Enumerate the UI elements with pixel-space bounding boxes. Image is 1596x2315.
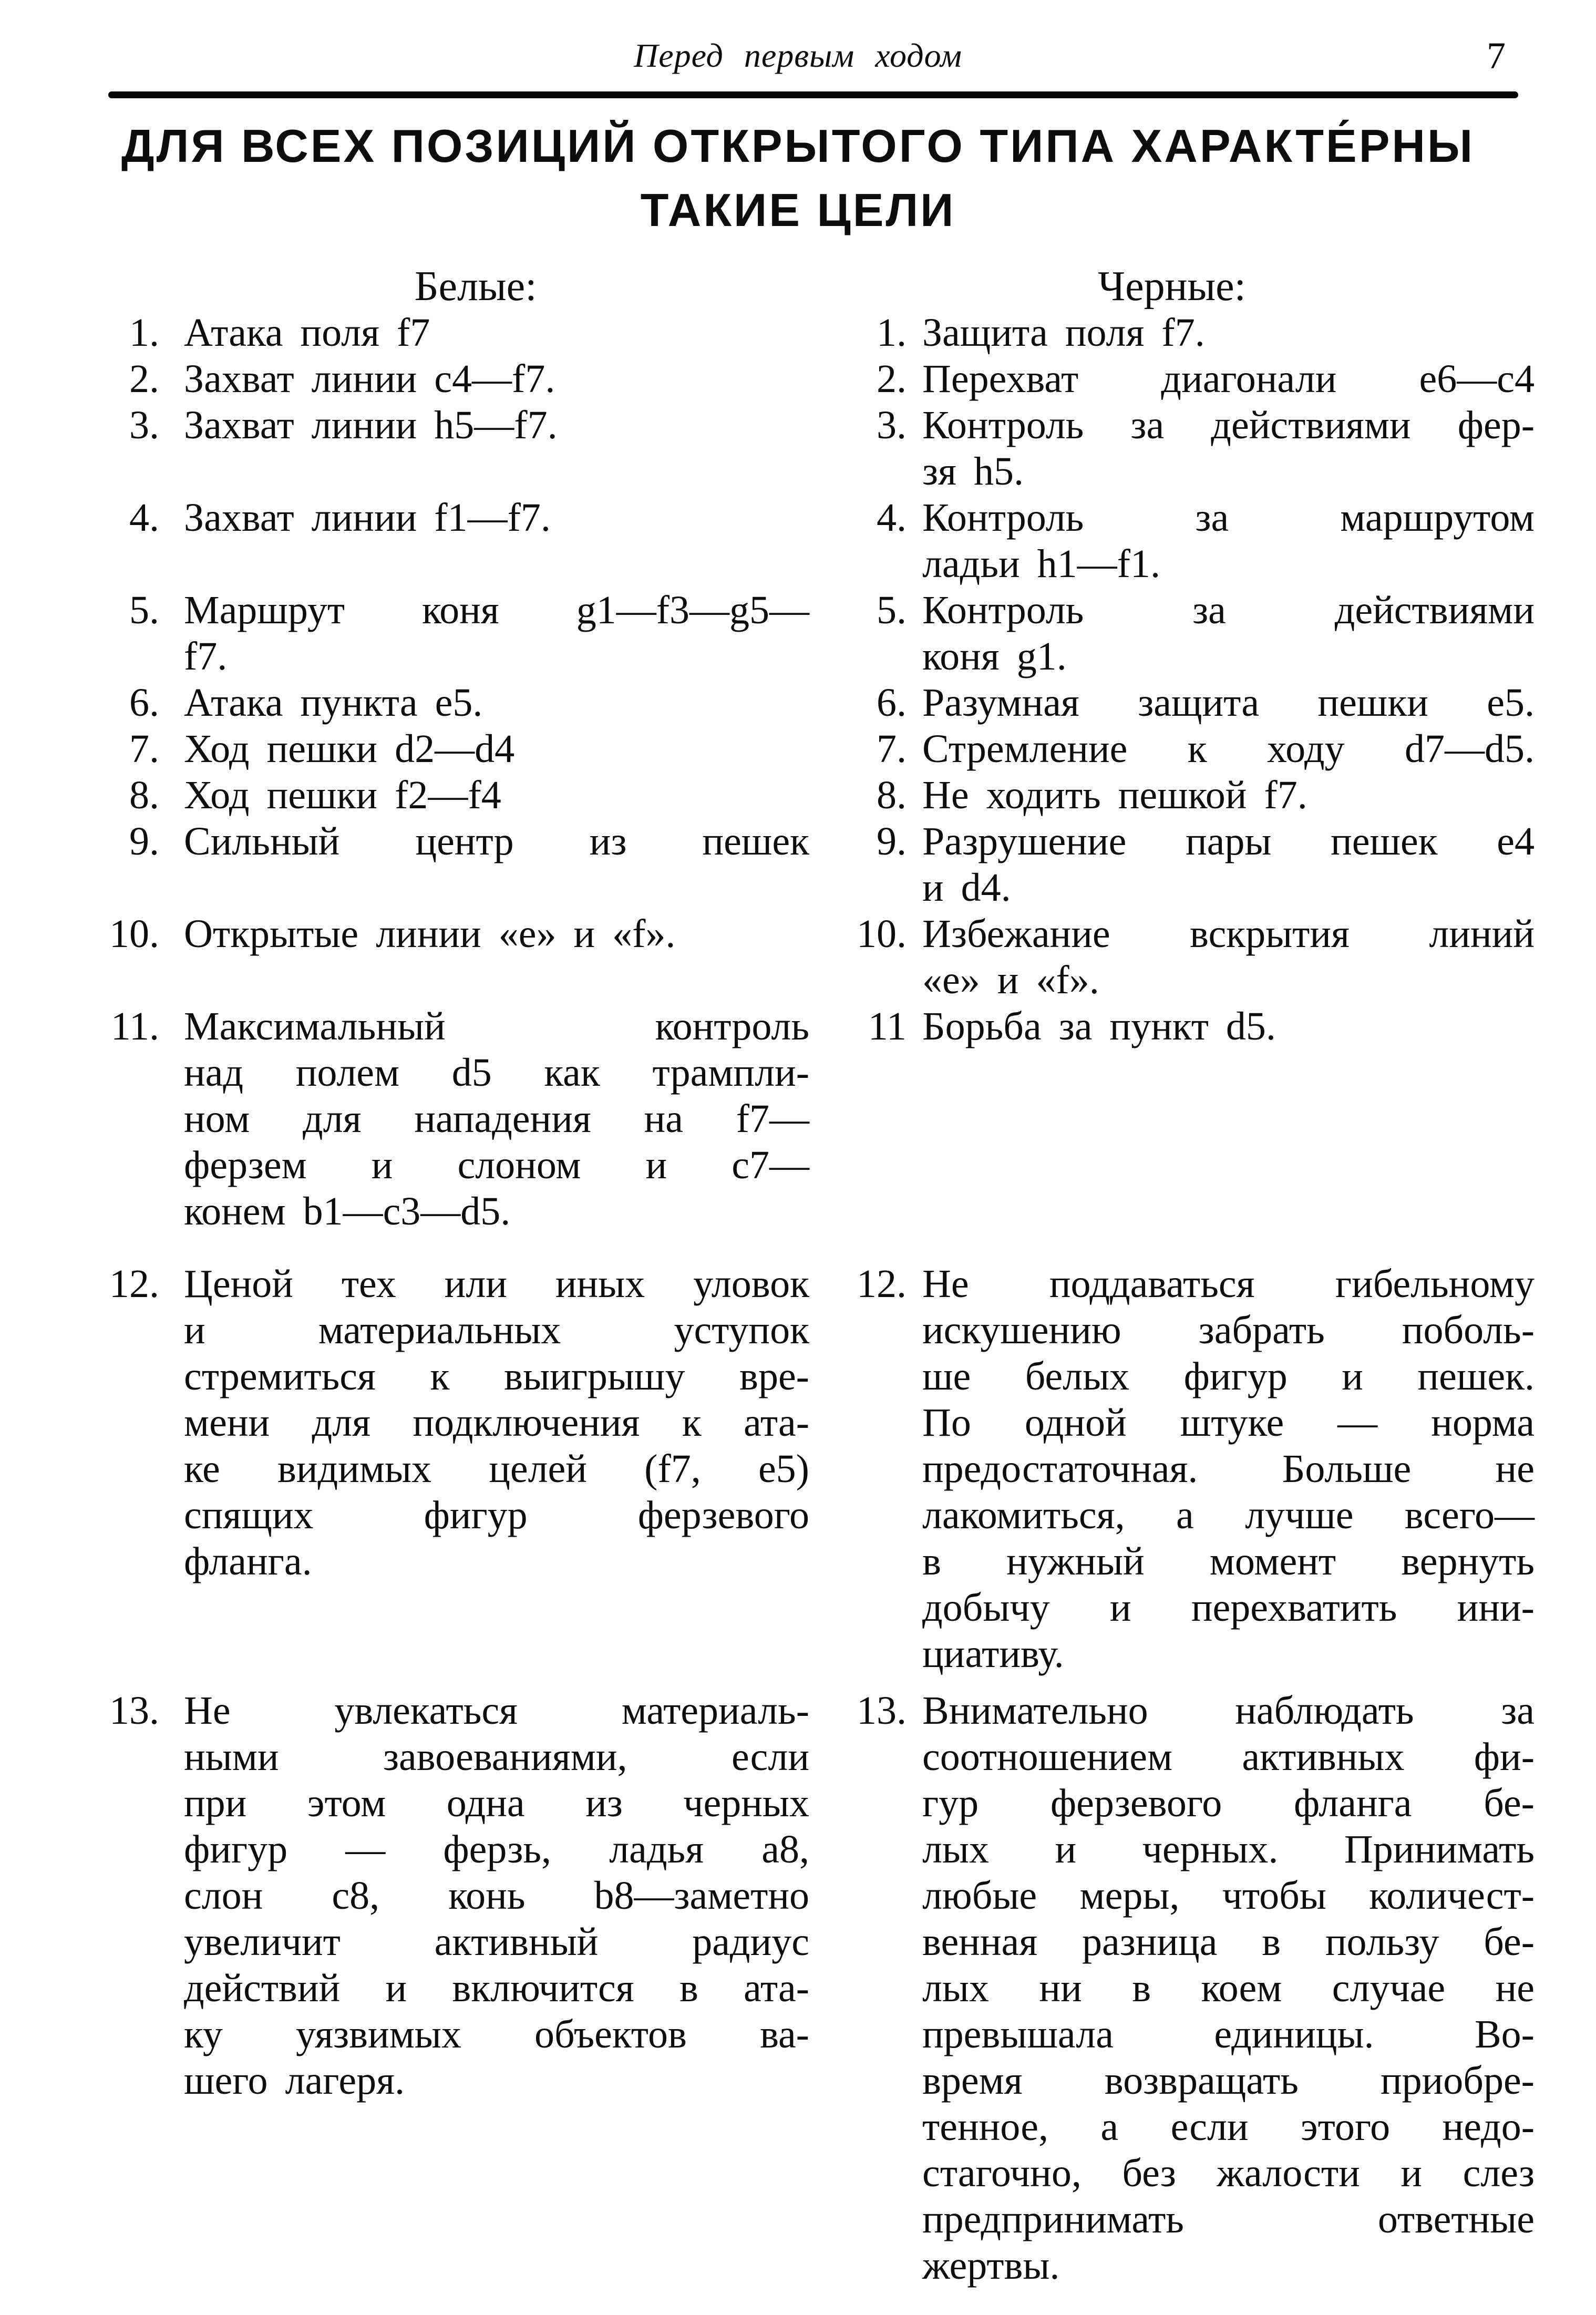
item-number-black: 8. <box>877 773 907 817</box>
text-line: Защита поля f7. <box>922 311 1205 355</box>
item-text-white <box>184 818 809 911</box>
text-line: гур ферзевого фланга бе- <box>922 1781 1535 1825</box>
text-line: Захват линии f1—f7. <box>184 496 551 540</box>
item-text-black <box>922 587 1535 680</box>
list-rows <box>79 310 1596 2289</box>
item-number-white: 1. <box>129 311 159 355</box>
text-line: ном для нападения на f7— <box>184 1097 809 1141</box>
text-line: и d4. <box>922 866 1011 910</box>
text-line: любые меры, чтобы количест- <box>922 1874 1535 1918</box>
item-number-white: 4. <box>129 496 159 540</box>
list-row-7 <box>79 726 1596 772</box>
text-line: и материальных уступок <box>184 1308 809 1352</box>
divider-rule <box>108 91 1518 98</box>
text-line: Захват линии c4—f7. <box>184 357 555 401</box>
text-line: Контроль за маршрутом <box>922 496 1535 540</box>
text-line: Избежание вскрытия линий <box>922 912 1535 956</box>
item-text-black <box>922 680 1535 726</box>
text-line: коня g1. <box>922 634 1067 678</box>
item-text-black <box>922 1261 1535 1677</box>
item-text-white <box>184 1261 809 1677</box>
item-number-black: 13. <box>857 1689 907 1733</box>
text-line: венная разница в пользу бе- <box>922 1920 1535 1964</box>
item-number-white: 10. <box>109 912 159 956</box>
item-number-white: 13. <box>109 1689 159 1733</box>
text-line: слон c8, конь b8—заметно <box>184 1874 809 1918</box>
text-line: Перехват диагонали e6—c4 <box>922 357 1535 401</box>
item-number-white: 6. <box>129 681 159 725</box>
item-text-white <box>184 495 809 587</box>
text-line: увеличит активный радиус <box>184 1920 809 1964</box>
text-line: Атака пункта e5. <box>184 681 483 725</box>
text-line: лых ни в коем случае не <box>922 1966 1535 2010</box>
column-headings <box>79 263 1596 310</box>
text-line: ке видимых целей (f7, e5) <box>184 1447 809 1491</box>
text-line: Маршрут коня g1—f3—g5— <box>184 588 809 632</box>
list-row-8 <box>79 772 1596 818</box>
text-line: предостаточная. Больше не <box>922 1447 1535 1491</box>
item-number-black: 10. <box>857 912 907 956</box>
item-text-black <box>922 356 1535 402</box>
text-line: Стремление к ходу d7—d5. <box>922 727 1535 771</box>
list-row-9 <box>79 818 1596 911</box>
item-number-black: 3. <box>877 403 907 447</box>
text-line: Ход пешки f2—f4 <box>184 773 501 817</box>
text-line: ку уязвимых объектов ва- <box>184 2012 809 2056</box>
text-line: ладьи h1—f1. <box>922 542 1160 586</box>
item-number-white: 2. <box>129 357 159 401</box>
text-line: Борьба за пункт d5. <box>922 1004 1276 1048</box>
list-row-4 <box>79 495 1596 587</box>
text-line: Ценой тех или иных уловок <box>184 1262 809 1306</box>
column-heading-black: Черные: <box>1098 263 1246 310</box>
item-text-black <box>922 495 1535 587</box>
item-text-white <box>184 726 809 772</box>
item-number-black: 9. <box>877 819 907 863</box>
item-text-white <box>184 772 809 818</box>
text-line: Внимательно наблюдать за <box>922 1689 1535 1733</box>
item-text-white <box>184 1003 809 1234</box>
item-text-black <box>922 818 1535 911</box>
text-line: «e» и «f». <box>922 958 1099 1002</box>
text-line: при этом одна из черных <box>184 1781 809 1825</box>
text-line: Захват линии h5—f7. <box>184 403 558 447</box>
goals-list <box>0 263 1596 2289</box>
running-title: Перед первым ходом <box>634 37 962 74</box>
item-text-white <box>184 310 809 356</box>
item-text-black <box>922 1003 1535 1234</box>
item-number-black: 2. <box>877 357 907 401</box>
list-row-3 <box>79 402 1596 495</box>
text-line: Максимальный контроль <box>184 1004 809 1048</box>
text-line: Не поддаваться гибельному <box>922 1262 1535 1306</box>
running-head <box>0 0 1596 75</box>
list-row-1 <box>79 310 1596 356</box>
text-line: ше белых фигур и пешек. <box>922 1354 1535 1398</box>
item-number-black: 7. <box>877 727 907 771</box>
text-line: f7. <box>184 634 228 678</box>
text-line: Разумная защита пешки e5. <box>922 681 1535 725</box>
text-line: тенное, а если этого недо- <box>922 2105 1535 2149</box>
column-heading-white: Белые: <box>414 263 537 310</box>
text-line: предпринимать ответные <box>922 2197 1535 2241</box>
item-number-white: 3. <box>129 403 159 447</box>
text-line: лых и черных. Принимать <box>922 1827 1535 1871</box>
item-text-white <box>184 680 809 726</box>
text-line: Контроль за действиями <box>922 588 1535 632</box>
text-line: Контроль за действиями фер- <box>922 403 1535 447</box>
item-text-black <box>922 310 1535 356</box>
text-line: над полем d5 как трампли- <box>184 1051 809 1095</box>
text-line: зя h5. <box>922 449 1024 493</box>
item-number-black: 4. <box>877 496 907 540</box>
title-line-2: ТАКИЕ ЦЕЛИ <box>640 184 956 236</box>
text-line: мени для подключения к ата- <box>184 1401 809 1445</box>
item-text-white <box>184 911 809 1003</box>
list-row-2 <box>79 356 1596 402</box>
text-line: циативу. <box>922 1632 1064 1676</box>
item-text-white <box>184 1688 809 2289</box>
item-number-white: 8. <box>129 773 159 817</box>
item-text-black <box>922 402 1535 495</box>
item-number-black: 11 <box>868 1004 907 1048</box>
text-line: спящих фигур ферзевого <box>184 1493 809 1537</box>
text-line: ферзем и слоном и c7— <box>184 1143 809 1187</box>
text-line: Не ходить пешкой f7. <box>922 773 1307 817</box>
text-line: Атака поля f7 <box>184 311 430 355</box>
list-row-10 <box>79 911 1596 1003</box>
text-line: Разрушение пары пешек e4 <box>922 819 1535 863</box>
text-line: искушению забрать поболь- <box>922 1308 1535 1352</box>
item-number-white: 5. <box>129 588 159 632</box>
text-line: стремиться к выигрышу вре- <box>184 1354 809 1398</box>
page-title <box>0 114 1596 242</box>
item-text-black <box>922 911 1535 1003</box>
text-line: в нужный момент вернуть <box>922 1539 1535 1583</box>
text-line: добычу и перехватить ини- <box>922 1586 1535 1630</box>
text-line: превышала единицы. Во- <box>922 2012 1535 2056</box>
item-text-white <box>184 587 809 680</box>
text-line: жертвы. <box>922 2244 1060 2288</box>
page-number: 7 <box>1487 35 1506 77</box>
list-row-6 <box>79 680 1596 726</box>
text-line: фланга. <box>184 1539 312 1583</box>
item-number-white: 7. <box>129 727 159 771</box>
item-number-black: 12. <box>857 1262 907 1306</box>
item-number-black: 5. <box>877 588 907 632</box>
item-text-white <box>184 356 809 402</box>
text-line: фигур — ферзь, ладья a8, <box>184 1827 809 1871</box>
text-line: Не увлекаться материаль- <box>184 1689 809 1733</box>
item-number-white: 12. <box>109 1262 159 1306</box>
text-line: шего лагеря. <box>184 2059 405 2103</box>
list-row-13 <box>79 1688 1596 2289</box>
item-number-white: 11. <box>110 1004 159 1048</box>
text-line: время возвращать приобре- <box>922 2059 1535 2103</box>
text-line: Сильный центр из пешек <box>184 819 809 863</box>
item-text-white <box>184 402 809 495</box>
text-line: ными завоеваниями, если <box>184 1735 809 1779</box>
item-text-black <box>922 772 1535 818</box>
text-line: действий и включится в ата- <box>184 1966 809 2010</box>
text-line: стагочно, без жалости и слез <box>922 2151 1535 2195</box>
list-row-5 <box>79 587 1596 680</box>
item-text-black <box>922 1688 1535 2289</box>
list-row-12 <box>79 1261 1596 1677</box>
item-number-black: 6. <box>877 681 907 725</box>
text-line: По одной штуке — норма <box>922 1401 1535 1445</box>
text-line: Ход пешки d2—d4 <box>184 727 515 771</box>
list-row-11 <box>79 1003 1596 1234</box>
text-line: конем b1—c3—d5. <box>184 1189 511 1233</box>
text-line: соотношением активных фи- <box>922 1735 1535 1779</box>
title-line-1: ДЛЯ ВСЕХ ПОЗИЦИЙ ОТКРЫТОГО ТИПА ХАРАКТЕ́РНЫ <box>121 120 1475 172</box>
text-line: лакомиться, а лучше всего— <box>922 1493 1535 1537</box>
text-line: Открытые линии «e» и «f». <box>184 912 676 956</box>
item-text-black <box>922 726 1535 772</box>
item-number-white: 9. <box>129 819 159 863</box>
item-number-black: 1. <box>877 311 907 355</box>
